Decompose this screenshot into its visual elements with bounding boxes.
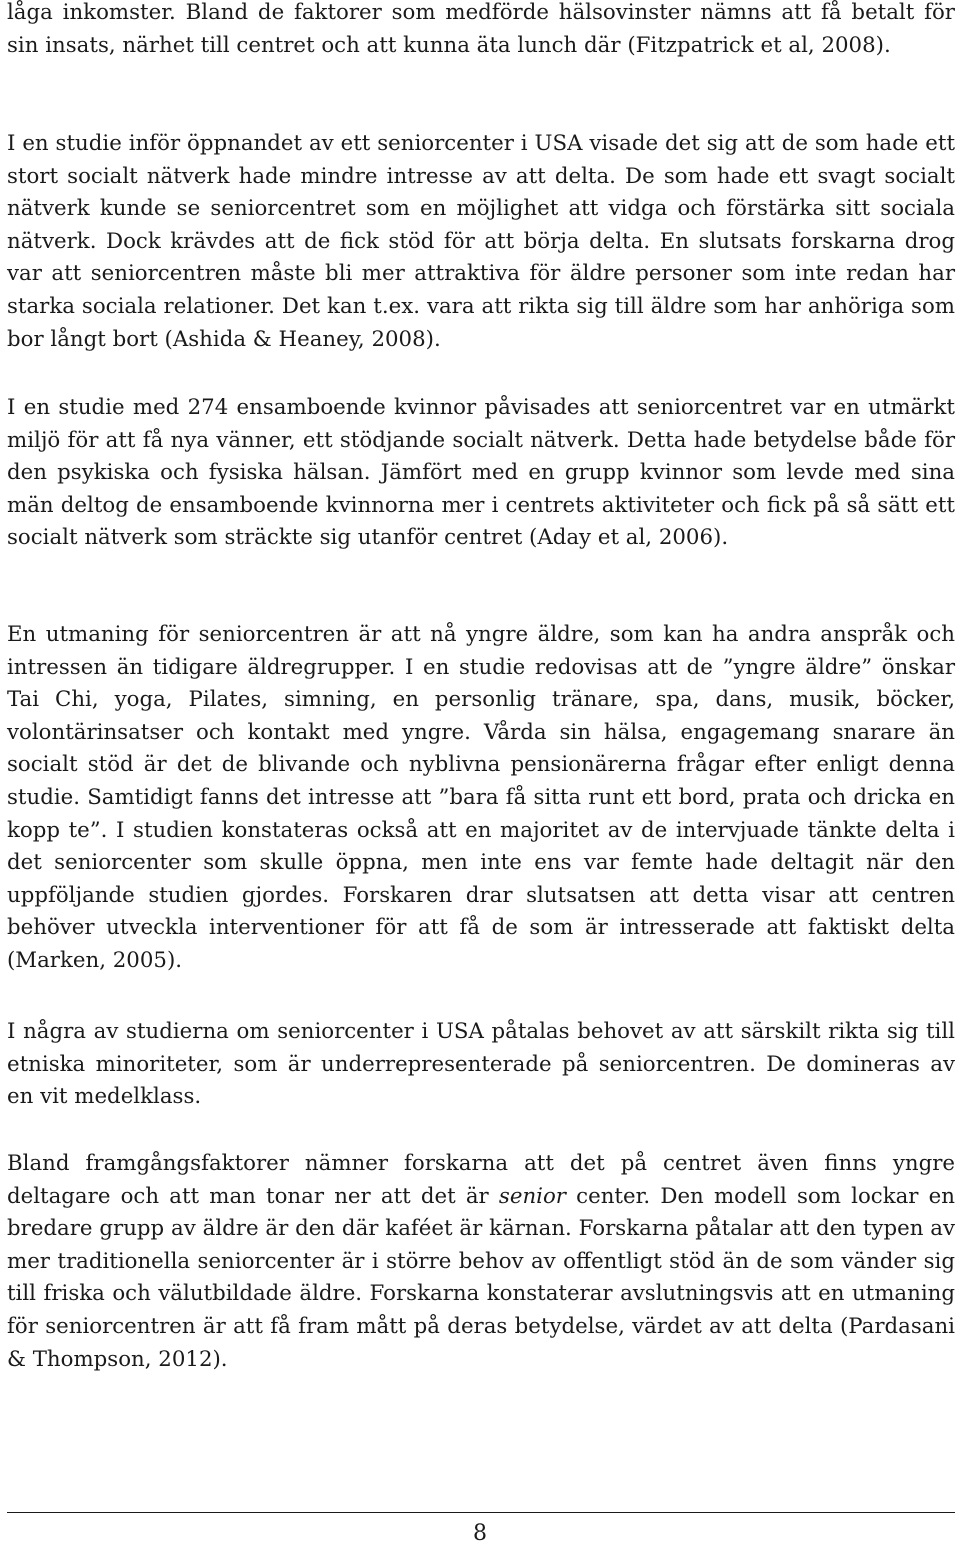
paragraph-3-text: I en studie med 274 ensamboende kvinnor påvisades att seniorcentret var en utmärkt miljö för att få nya vänner, ett stödjande socialt nätverk. Detta hade betydelse både för den psykiska och fysiska hälsan. Jämfört med en grupp kvinnor som levde med sina män deltog de ensamboende kvinnorna mer i centrets aktiviteter och fick på så sätt ett socialt nätverk som sträckte sig utanför centret (Aday et al, 2006). xyxy=(7,395,955,551)
paragraph-6-start: Bland framgångsfaktorer nämner forskarna att det på centret även finns yngre deltagare och att man tonar ner att det är xyxy=(7,1151,955,1209)
paragraph-1-text: låga inkomster. Bland de faktorer som medförde hälsovinster nämns att få betalt för sin insats, närhet till centret och att kunna äta lunch där (Fitzpatrick et al, 2008). xyxy=(7,0,955,58)
paragraph-6-end: center. Den modell som lockar en bredare grupp av äldre är den där kaféet är kärnan. Forskarna påtalar att den typen av mer traditionella seniorcenter är i större behov av offentligt stöd än de som vänder sig till friska och välutbildade äldre. Forskarna konstaterar avslutningsvis att en utmaning för seniorcentren är att få fram mått på deras betydelse, värdet av att delta (Pardasani & Thompson, 2012). xyxy=(7,1183,955,1372)
paragraph-6 xyxy=(7,1148,955,1376)
paragraph-5 xyxy=(7,1016,955,1114)
paragraph-6-text xyxy=(7,1148,955,1376)
paragraph-2 xyxy=(7,128,955,356)
paragraph-4-text: En utmaning för seniorcentren är att nå yngre äldre, som kan ha andra anspråk och intressen än tidigare äldregrupper. I en studie redovisas att de ”yngre äldre” önskar Tai Chi, yoga, Pilates, simning, en personlig tränare, spa, dans, musik, böcker, volontärinsatser och kontakt med yngre. Vårda sin hälsa, engagemang snarare än socialt stöd är det de blivande och nyblivna pensionärerna frågar efter enligt denna studie. Samtidigt fanns det intresse att ”bara få sitta runt ett bord, prata och dricka en kopp te”. I studien konstateras också att en majoritet av de intervjuade tänkte delta i det seniorcenter som skulle öppna, men inte ens var femte hade deltagit när den uppföljande studien gjordes. Forskaren drar slutsatsen att detta visar att centren behöver utveckla interventioner för att få de som är intresserade att faktiskt delta (Marken, 2005). xyxy=(7,622,955,973)
paragraph-4 xyxy=(7,619,955,978)
paragraph-5-text: I några av studierna om seniorcenter i USA påtalas behovet av att särskilt rikta sig till etniska minoriteter, som är underrepresenterade på seniorcentren. De domineras av en vit medelklass. xyxy=(7,1019,955,1110)
paragraph-1 xyxy=(7,0,955,62)
paragraph-3 xyxy=(7,392,955,555)
page-number: 8 xyxy=(473,1521,487,1546)
footer-divider xyxy=(7,1512,955,1513)
paragraph-2-text: I en studie inför öppnandet av ett seniorcenter i USA visade det sig att de som hade ett stort socialt nätverk hade mindre intresse av att delta. De som hade ett svagt socialt nätverk kunde se seniorcentret som en möjlighet att vidga och förstärka sitt sociala nätverk. Dock krävdes att de fick stöd för att börja delta. En slutsats forskarna drog var att seniorcentren måste bli mer attraktiva för äldre personer som inte redan har starka sociala relationer. Det kan t.ex. vara att rikta sig till äldre som har anhöriga som bor långt bort (Ashida & Heaney, 2008). xyxy=(7,131,955,352)
paragraph-6-italic-word: senior xyxy=(498,1183,566,1209)
